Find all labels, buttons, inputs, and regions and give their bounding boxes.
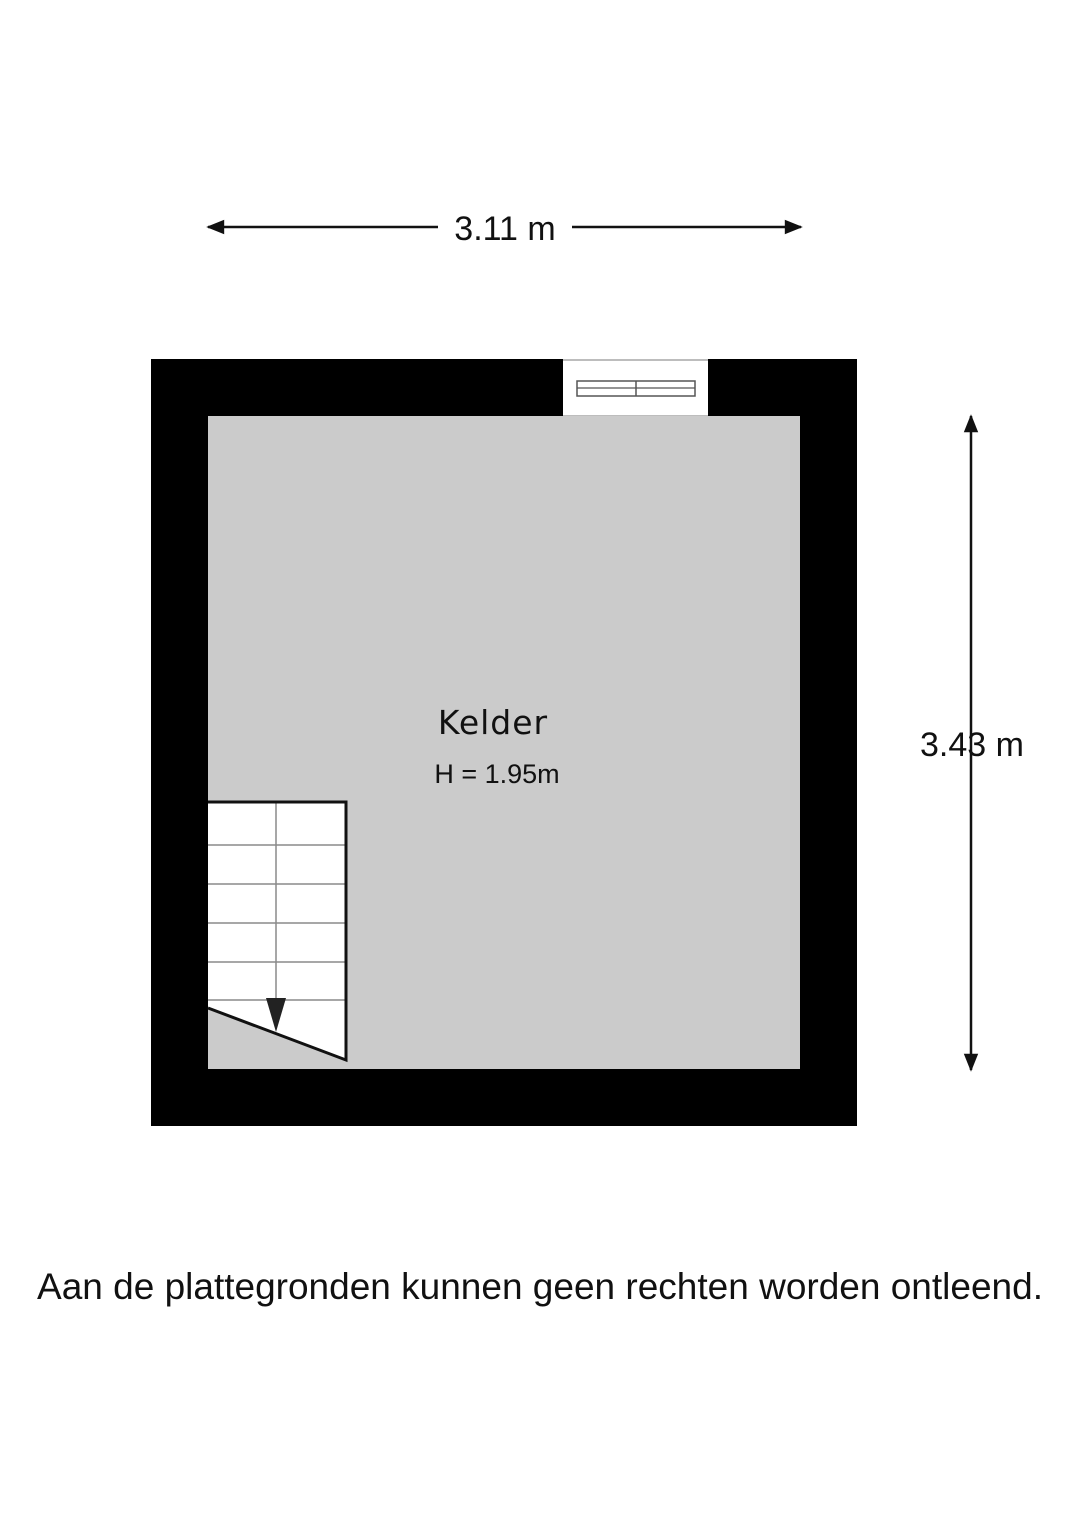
- depth-dimension: [920, 416, 1024, 1070]
- window: [563, 359, 708, 417]
- width-dimension: [208, 210, 801, 248]
- room-height: H = 1.95m: [434, 759, 560, 789]
- depth-label: 3.43 m: [920, 726, 1024, 764]
- width-label: 3.11 m: [454, 210, 556, 248]
- room-name: Kelder: [437, 703, 549, 742]
- disclaimer-text: Aan de plattegronden kunnen geen rechten worden ontleend.: [37, 1266, 1043, 1307]
